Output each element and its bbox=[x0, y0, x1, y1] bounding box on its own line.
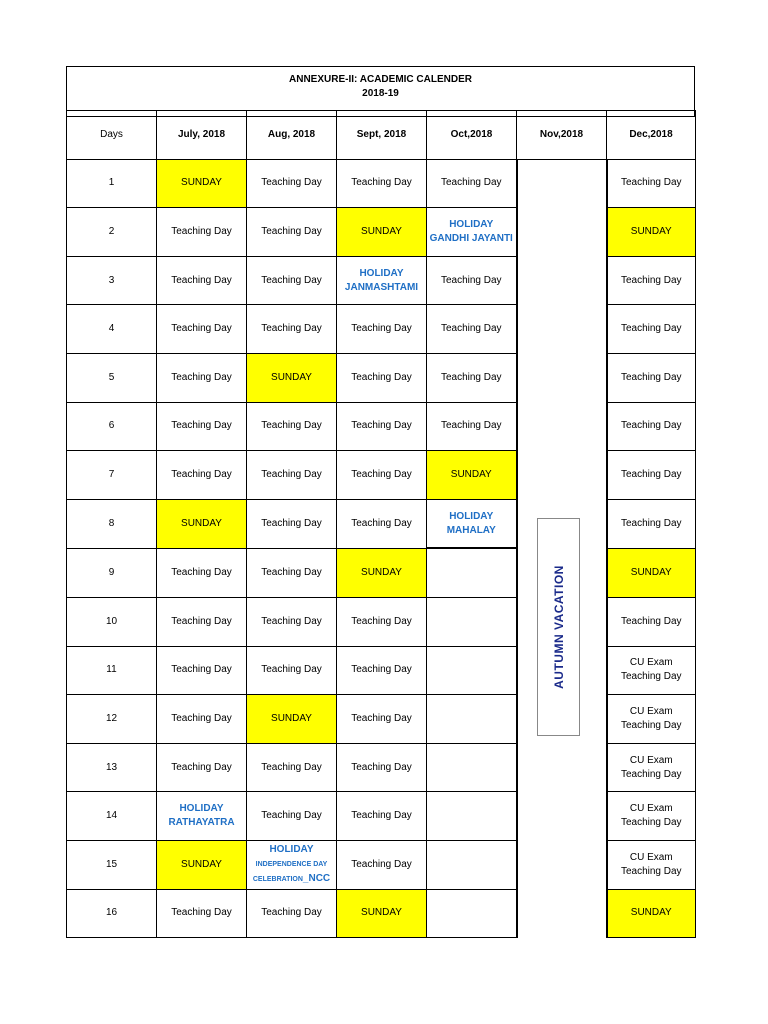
autumn-vacation-label: AUTUMN VACATION bbox=[551, 565, 566, 689]
sept-cell: Teaching Day bbox=[337, 597, 427, 646]
july-cell: Teaching Day bbox=[157, 597, 247, 646]
exam-line: Teaching Day bbox=[620, 865, 682, 877]
sept-cell: Teaching Day bbox=[337, 743, 427, 792]
header-july: July, 2018 bbox=[157, 111, 247, 160]
table-row bbox=[67, 840, 696, 889]
holiday-line: JANMASHTAMI bbox=[344, 281, 419, 293]
aug-cell: Teaching Day bbox=[247, 159, 337, 208]
oct-cell bbox=[427, 695, 517, 744]
july-cell: SUNDAY bbox=[157, 840, 247, 889]
exam-line: Teaching Day bbox=[620, 768, 682, 780]
july-cell: Teaching Day bbox=[157, 451, 247, 500]
sept-cell: SUNDAY bbox=[337, 208, 427, 257]
holiday-line: INDEPENDENCE DAY bbox=[255, 860, 328, 868]
table-row bbox=[67, 256, 696, 305]
day-number: 7 bbox=[67, 451, 157, 500]
oct-cell bbox=[427, 889, 517, 938]
oct-cell: Teaching Day bbox=[427, 353, 517, 402]
dec-cell: Teaching Day bbox=[607, 159, 696, 208]
day-number: 10 bbox=[67, 597, 157, 646]
day-number: 6 bbox=[67, 402, 157, 451]
oct-holiday-cell bbox=[427, 499, 517, 548]
calendar-table bbox=[66, 110, 696, 938]
dec-cell: Teaching Day bbox=[607, 305, 696, 354]
exam-line: CU Exam bbox=[629, 803, 673, 815]
sept-cell: Teaching Day bbox=[337, 792, 427, 841]
day-number: 11 bbox=[67, 646, 157, 695]
day-number: 9 bbox=[67, 548, 157, 597]
dec-cell: Teaching Day bbox=[607, 499, 696, 548]
nov-cell bbox=[517, 840, 607, 889]
exam-line: CU Exam bbox=[629, 657, 673, 669]
sept-holiday-cell bbox=[337, 256, 427, 305]
july-cell: Teaching Day bbox=[157, 305, 247, 354]
day-number: 8 bbox=[67, 499, 157, 548]
sept-cell: Teaching Day bbox=[337, 402, 427, 451]
aug-holiday-cell bbox=[247, 840, 337, 889]
oct-cell bbox=[427, 597, 517, 646]
oct-cell: Teaching Day bbox=[427, 305, 517, 354]
sept-cell: Teaching Day bbox=[337, 353, 427, 402]
header-aug: Aug, 2018 bbox=[247, 111, 337, 160]
table-row bbox=[67, 499, 696, 548]
july-cell: Teaching Day bbox=[157, 256, 247, 305]
table-row bbox=[67, 305, 696, 354]
header-nov: Nov,2018 bbox=[517, 111, 607, 160]
day-number: 14 bbox=[67, 792, 157, 841]
holiday-line: RATHAYATRA bbox=[168, 817, 235, 829]
day-number: 2 bbox=[67, 208, 157, 257]
title-line-2: 2018-19 bbox=[362, 88, 399, 99]
oct-cell: Teaching Day bbox=[427, 159, 517, 208]
holiday-line: HOLIDAY bbox=[359, 267, 404, 279]
dec-cell: Teaching Day bbox=[607, 353, 696, 402]
holiday-line: HOLIDAY bbox=[179, 803, 224, 815]
nov-cell bbox=[517, 305, 607, 354]
exam-line: Teaching Day bbox=[620, 817, 682, 829]
table-row bbox=[67, 548, 696, 597]
july-holiday-cell bbox=[157, 792, 247, 841]
table-row bbox=[67, 208, 696, 257]
sept-cell: Teaching Day bbox=[337, 305, 427, 354]
holiday-line: _NCC bbox=[302, 872, 331, 884]
dec-cell: SUNDAY bbox=[607, 548, 696, 597]
day-number: 3 bbox=[67, 256, 157, 305]
exam-line: Teaching Day bbox=[620, 719, 682, 731]
oct-cell bbox=[427, 743, 517, 792]
aug-cell: Teaching Day bbox=[247, 402, 337, 451]
sept-cell: Teaching Day bbox=[337, 499, 427, 548]
exam-line: CU Exam bbox=[629, 754, 673, 766]
table-row bbox=[67, 159, 696, 208]
nov-cell bbox=[517, 353, 607, 402]
exam-line: CU Exam bbox=[629, 851, 673, 863]
aug-cell: SUNDAY bbox=[247, 695, 337, 744]
table-row bbox=[67, 743, 696, 792]
day-number: 12 bbox=[67, 695, 157, 744]
oct-holiday-cell bbox=[427, 208, 517, 257]
july-cell: SUNDAY bbox=[157, 159, 247, 208]
table-row bbox=[67, 646, 696, 695]
title-line-1: ANNEXURE-II: ACADEMIC CALENDER bbox=[289, 74, 472, 85]
aug-cell: Teaching Day bbox=[247, 792, 337, 841]
nov-cell bbox=[517, 256, 607, 305]
dec-exam-cell bbox=[607, 646, 696, 695]
holiday-line: HOLIDAY bbox=[449, 218, 494, 230]
dec-exam-cell bbox=[607, 695, 696, 744]
dec-exam-cell bbox=[607, 792, 696, 841]
table-row bbox=[67, 792, 696, 841]
july-cell: Teaching Day bbox=[157, 402, 247, 451]
aug-cell: Teaching Day bbox=[247, 305, 337, 354]
nov-cell bbox=[517, 159, 607, 208]
holiday-line: GANDHI JAYANTI bbox=[429, 232, 513, 244]
aug-cell: Teaching Day bbox=[247, 646, 337, 695]
july-cell: Teaching Day bbox=[157, 646, 247, 695]
table-row bbox=[67, 889, 696, 938]
aug-cell: Teaching Day bbox=[247, 889, 337, 938]
day-number: 13 bbox=[67, 743, 157, 792]
sept-cell: Teaching Day bbox=[337, 451, 427, 500]
aug-cell: Teaching Day bbox=[247, 743, 337, 792]
nov-cell bbox=[517, 889, 607, 938]
table-row bbox=[67, 695, 696, 744]
dec-cell: Teaching Day bbox=[607, 451, 696, 500]
table-row bbox=[67, 597, 696, 646]
dec-cell: SUNDAY bbox=[607, 889, 696, 938]
dec-cell: SUNDAY bbox=[607, 208, 696, 257]
oct-cell bbox=[427, 548, 517, 597]
holiday-line: MAHALAY bbox=[446, 524, 496, 536]
day-number: 15 bbox=[67, 840, 157, 889]
dec-cell: Teaching Day bbox=[607, 402, 696, 451]
july-cell: Teaching Day bbox=[157, 743, 247, 792]
aug-cell: Teaching Day bbox=[247, 208, 337, 257]
dec-exam-cell bbox=[607, 743, 696, 792]
header-days: Days bbox=[67, 111, 157, 160]
day-number: 1 bbox=[67, 159, 157, 208]
oct-cell: Teaching Day bbox=[427, 256, 517, 305]
day-number: 5 bbox=[67, 353, 157, 402]
nov-cell bbox=[517, 402, 607, 451]
nov-cell bbox=[517, 451, 607, 500]
sept-cell: SUNDAY bbox=[337, 889, 427, 938]
july-cell: Teaching Day bbox=[157, 208, 247, 257]
oct-cell bbox=[427, 840, 517, 889]
header-dec: Dec,2018 bbox=[607, 111, 696, 160]
header-oct: Oct,2018 bbox=[427, 111, 517, 160]
aug-cell: Teaching Day bbox=[247, 499, 337, 548]
july-cell: SUNDAY bbox=[157, 499, 247, 548]
table-row bbox=[67, 353, 696, 402]
aug-cell: Teaching Day bbox=[247, 256, 337, 305]
autumn-vacation-box bbox=[537, 518, 580, 736]
table-row bbox=[67, 451, 696, 500]
sept-cell: Teaching Day bbox=[337, 840, 427, 889]
sept-cell: SUNDAY bbox=[337, 548, 427, 597]
july-cell: Teaching Day bbox=[157, 548, 247, 597]
july-cell: Teaching Day bbox=[157, 353, 247, 402]
day-number: 4 bbox=[67, 305, 157, 354]
header-sept: Sept, 2018 bbox=[337, 111, 427, 160]
exam-line: CU Exam bbox=[629, 705, 673, 717]
nov-cell bbox=[517, 792, 607, 841]
oct-cell: Teaching Day bbox=[427, 402, 517, 451]
july-cell: Teaching Day bbox=[157, 695, 247, 744]
oct-cell: SUNDAY bbox=[427, 451, 517, 500]
holiday-line: HOLIDAY bbox=[269, 843, 314, 855]
aug-cell: SUNDAY bbox=[247, 353, 337, 402]
sept-cell: Teaching Day bbox=[337, 159, 427, 208]
oct-cell bbox=[427, 792, 517, 841]
nov-cell bbox=[517, 208, 607, 257]
aug-cell: Teaching Day bbox=[247, 597, 337, 646]
dec-cell: Teaching Day bbox=[607, 256, 696, 305]
table-row bbox=[67, 402, 696, 451]
dec-cell: Teaching Day bbox=[607, 597, 696, 646]
exam-line: Teaching Day bbox=[620, 671, 682, 683]
dec-exam-cell bbox=[607, 840, 696, 889]
sept-cell: Teaching Day bbox=[337, 646, 427, 695]
nov-cell bbox=[517, 743, 607, 792]
holiday-line: CELEBRATION bbox=[252, 875, 303, 883]
oct-cell bbox=[427, 646, 517, 695]
holiday-line: HOLIDAY bbox=[449, 510, 494, 522]
aug-cell: Teaching Day bbox=[247, 451, 337, 500]
aug-cell: Teaching Day bbox=[247, 548, 337, 597]
header-row bbox=[67, 111, 696, 160]
day-number: 16 bbox=[67, 889, 157, 938]
sept-cell: Teaching Day bbox=[337, 695, 427, 744]
july-cell: Teaching Day bbox=[157, 889, 247, 938]
